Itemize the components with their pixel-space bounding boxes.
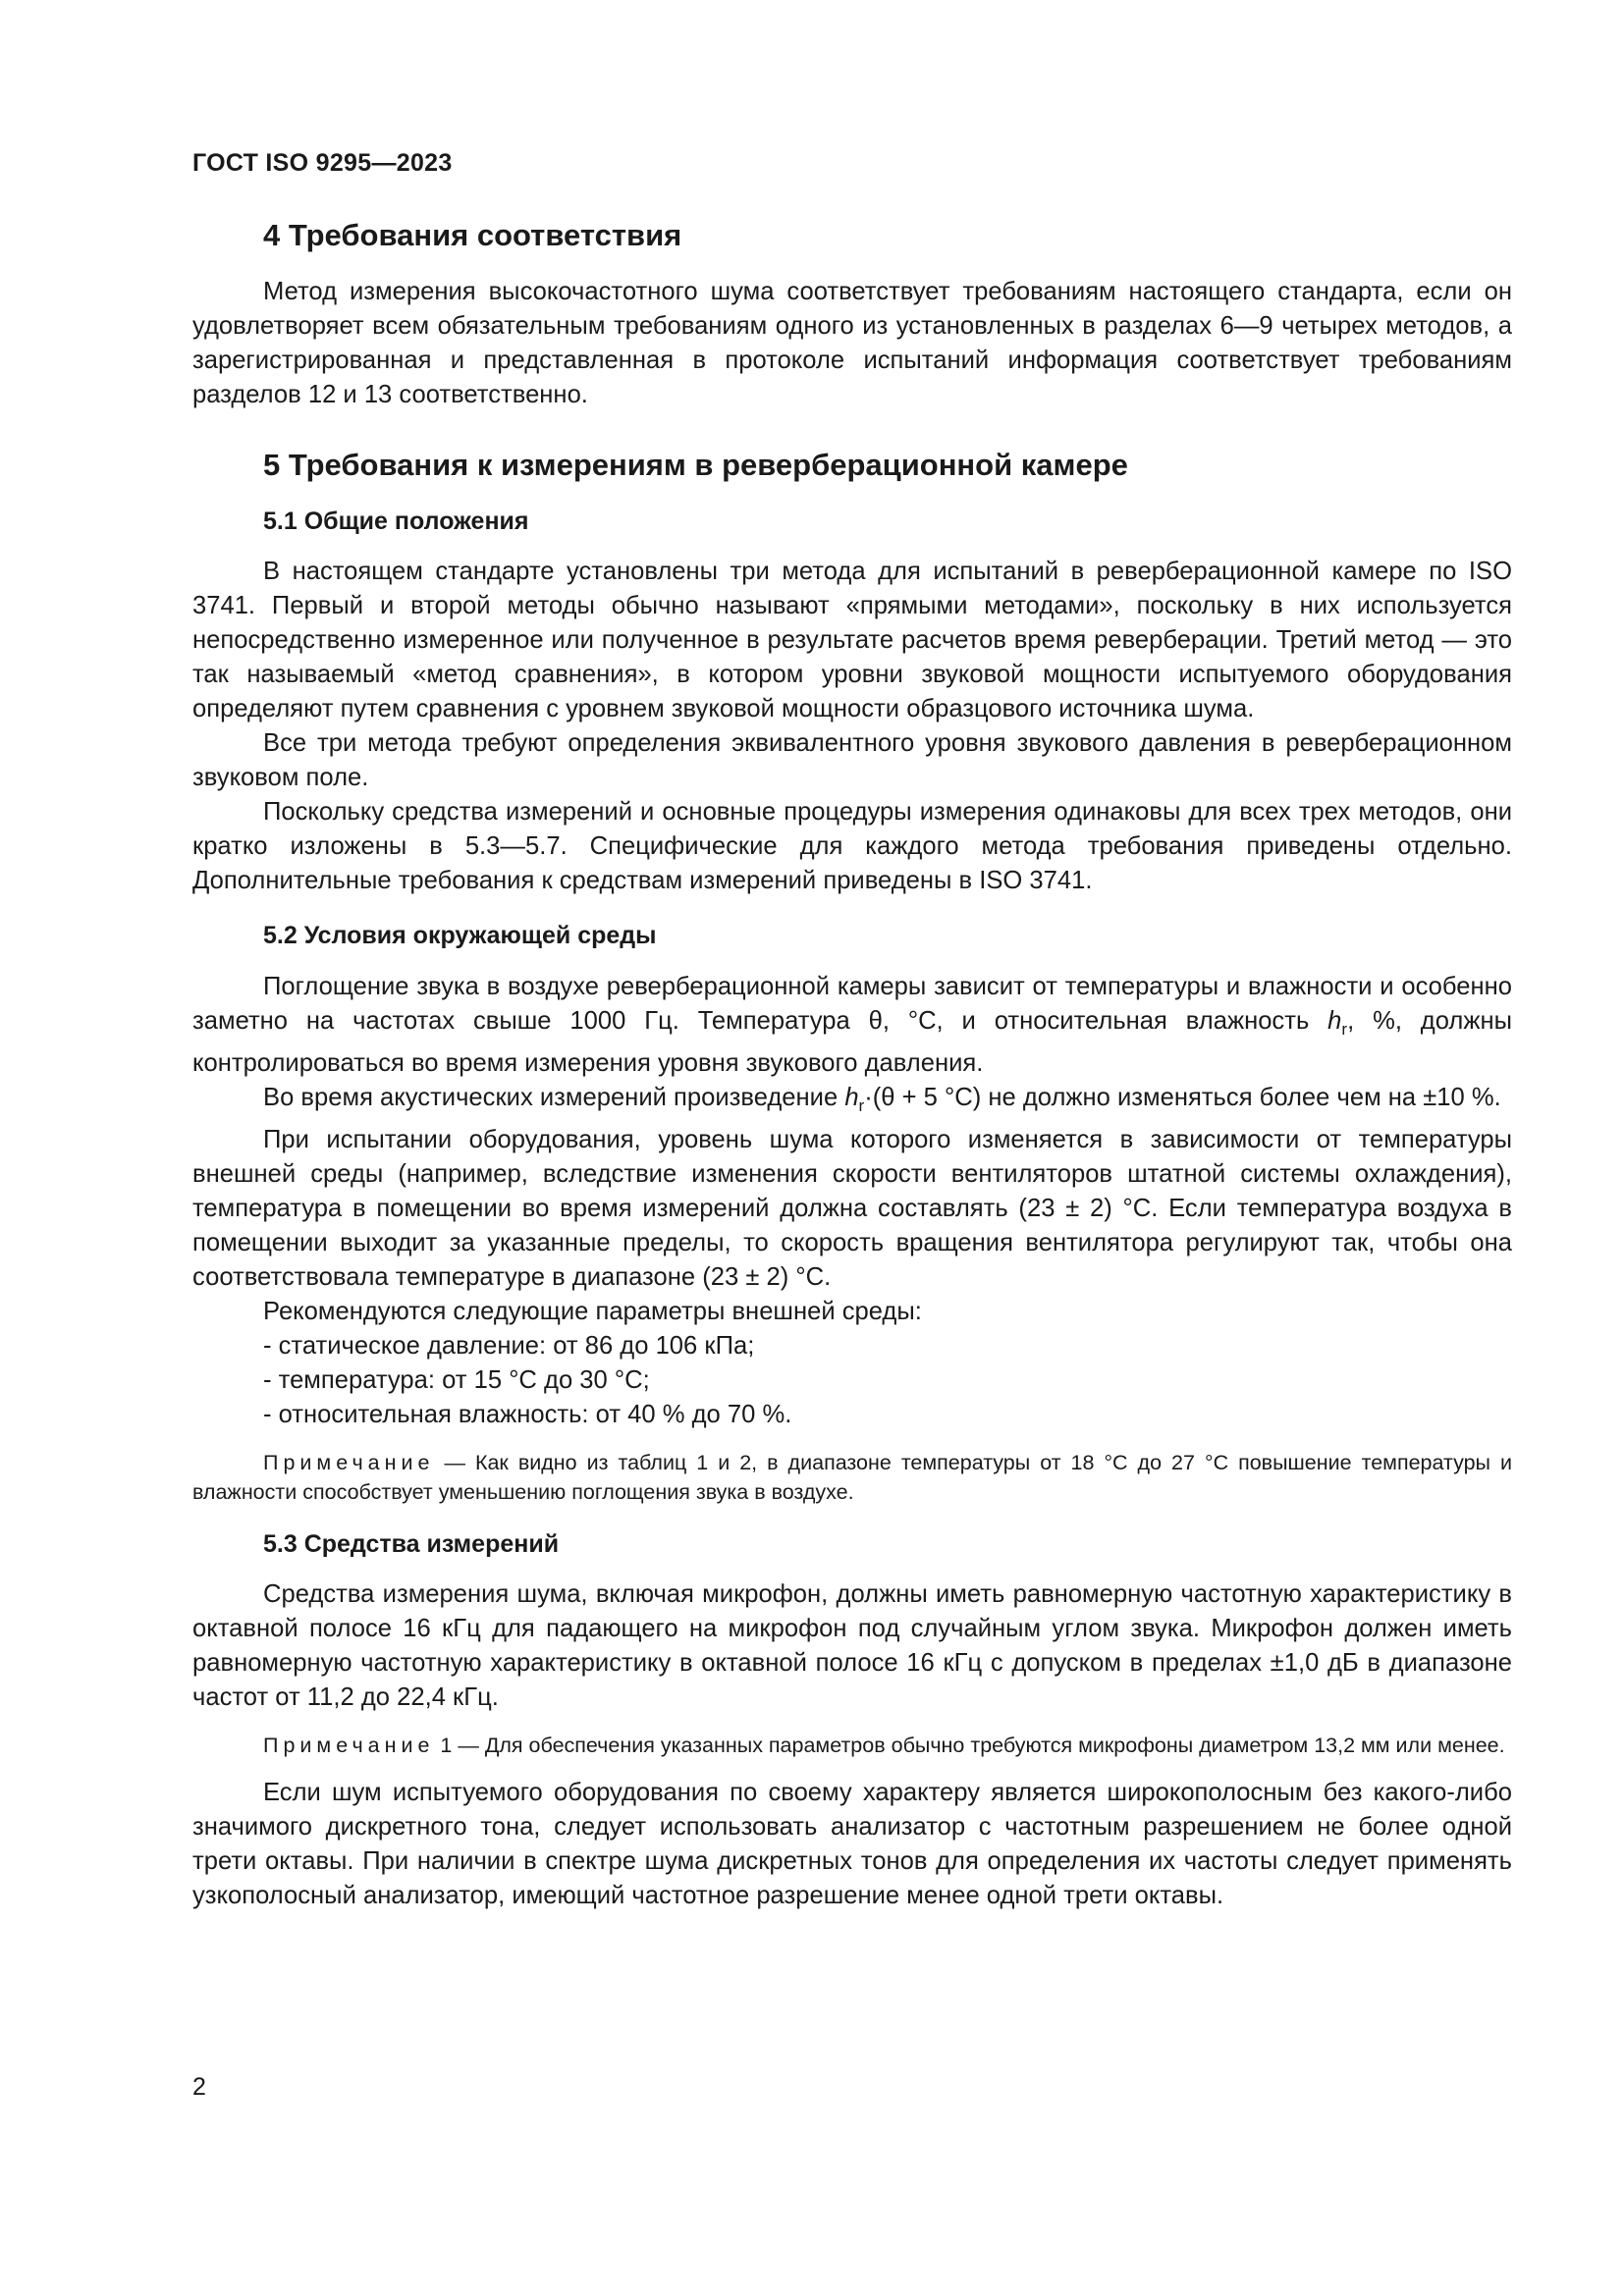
note	[192, 1448, 1512, 1507]
list-item: - температура: от 15 °C до 30 °C;	[263, 1365, 650, 1394]
page-number: 2	[192, 2073, 206, 2101]
paragraph	[192, 1081, 1512, 1123]
list-item: - относительная влажность: от 40 % до 70 %.	[263, 1400, 792, 1428]
text-run: Поглощение звука в воздухе реверберационной камеры зависит от температуры и влажности и особенно заметно на частотах свыше 1000 Гц. Температура θ, °C, и относительная влажность	[192, 972, 1512, 1035]
paragraph: Все три метода требуют определения эквивалентного уровня звукового давления в реверберационном звуковом поле.	[192, 729, 1512, 792]
document-body	[192, 216, 1512, 1913]
paragraph: В настоящем стандарте установлены три метода для испытаний в реверберационной камере по ISO 3741. Первый и второй методы обычно называют «прямыми методами», поскольку в них используется непосредственно измеренное или полученное в результате расчетов время реверберации. Третий метод — это так называемый «метод сравнения», в котором уровни звуковой мощности испытуемого оборудования определяют путем сравнения с уровнем звуковой мощности образцового источника шума.	[192, 558, 1512, 723]
note-text: — Как видно из таблиц 1 и 2, в диапазоне температуры от 18 °C до 27 °C повышение температуры и влажности способствует уменьшению поглощения звука в воздухе.	[192, 1450, 1512, 1504]
subsection-5-1-title: 5.1 Общие положения	[263, 507, 529, 535]
subsection-5-2-title: 5.2 Условия окружающей среды	[263, 922, 657, 950]
paragraph: Средства измерения шума, включая микрофон, должны иметь равномерную частотную характеристику в октавной полосе 16 кГц для падающего на микрофон под случайным углом звука. Микрофон должен иметь равномерную частотную характеристику в октавной полосе 16 кГц с допуском в пределах ±1,0 дБ в диапазоне частот от 11,2 до 22,4 кГц.	[192, 1580, 1512, 1712]
text-run: , %, должны контролироваться во время измерения уровня звукового давления.	[192, 1006, 1513, 1077]
note-label: Примечание	[263, 1734, 435, 1758]
symbol-subscript-r: r	[858, 1095, 865, 1115]
note-label: Примечание	[263, 1450, 435, 1474]
note	[192, 1731, 1512, 1760]
note-text: 1 — Для обеспечения указанных параметров обычно требуются микрофоны диаметром 13,2 мм или менее.	[434, 1734, 1505, 1758]
section-4	[192, 216, 1512, 412]
standard-header: ГОСТ ISO 9295—2023	[192, 149, 453, 177]
paragraph: Если шум испытуемого оборудования по своему характеру является широкополосным без какого-либо значимого дискретного тона, следует использовать анализатор с частотным разрешением не более одной трети октавы. При наличии в спектре шума дискретных тонов для определения их частоты следует применять узкополосный анализатор, имеющий частотное разрешение менее одной трети октавы.	[192, 1779, 1512, 1910]
paragraph: При испытании оборудования, уровень шума которого изменяется в зависимости от температуры внешней среды (например, вследствие изменения скорости вентиляторов штатной системы охлаждения), температура в помещении во время измерений должна составлять (23 ± 2) °C. Если температура воздуха в помещении выходит за указанные пределы, то скорость вращения вентилятора регулируют так, чтобы она соответствовала температуре в диапазоне (23 ± 2) °C.	[192, 1125, 1512, 1291]
paragraph: Метод измерения высокочастотного шума соответствует требованиям настоящего стандарта, если он удовлетворяет всем обязательным требованиям одного из установленных в разделах 6—9 четырех методов, а зарегистрированная и представленная в протоколе испытаний информация соответствует требованиям разделов 12 и 13 соответственно.	[192, 278, 1512, 409]
text-run: ·(θ + 5 °C) не должно изменяться более чем на ±10 %.	[864, 1083, 1501, 1111]
paragraph	[192, 970, 1512, 1081]
section-5-title: 5 Требования к измерениям в реверберационной камере	[263, 448, 1128, 483]
subsection-5-3-title: 5.3 Средства измерений	[263, 1529, 560, 1558]
list-item: - статическое давление: от 86 до 106 кПа;	[263, 1331, 755, 1360]
paragraph: Поскольку средства измерений и основные процедуры измерения одинаковы для всех трех методов, они кратко изложены в 5.3—5.7. Специфические для каждого метода требования приведены отдельно. Дополнительные требования к средствам измерений приведены в ISO 3741.	[192, 798, 1512, 895]
symbol-h: h	[1327, 1006, 1342, 1035]
paragraph: Рекомендуются следующие параметры внешней среды:	[263, 1297, 922, 1325]
section-4-title: 4 Требования соответствия	[263, 218, 682, 252]
symbol-h: h	[844, 1083, 859, 1111]
section-5	[192, 446, 1512, 1913]
text-run: Во время акустических измерений произведение	[263, 1083, 845, 1111]
symbol-subscript-r: r	[1341, 1019, 1348, 1039]
